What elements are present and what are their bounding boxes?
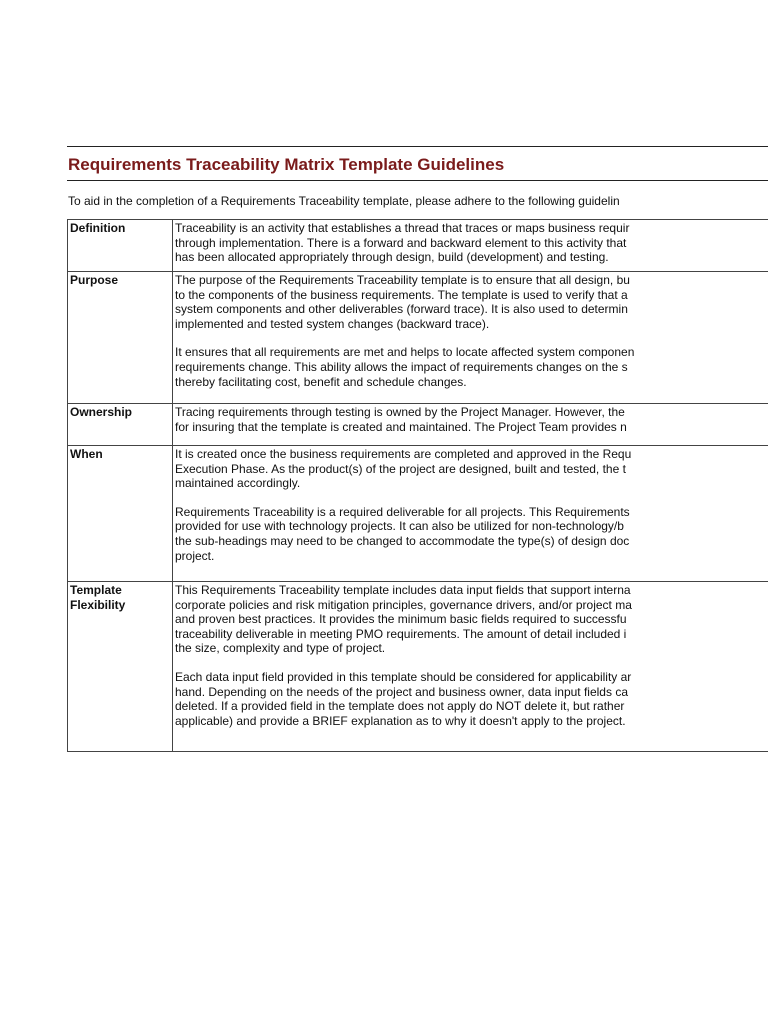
table-row-when — [68, 446, 768, 582]
text-line: and proven best practices. It provides the minimum basic fields required to successfu — [175, 612, 627, 627]
row-label-when: When — [68, 446, 173, 582]
label-line: Flexibility — [70, 597, 126, 612]
text-line: This Requirements Traceability template includes data input fields that support interna — [175, 583, 631, 597]
top-rule — [67, 146, 768, 147]
text-line: through implementation. There is a forward and backward element to this activity that — [175, 235, 627, 250]
text-line: to the components of the business requirements. The template is used to verify that a — [175, 287, 628, 302]
intro-text: To aid in the completion of a Requirements Traceability template, please adhere to the following guidelin — [68, 194, 620, 208]
guidelines-sheet — [67, 146, 768, 752]
title-underline — [67, 180, 768, 181]
paragraph — [175, 670, 768, 728]
text-line: Each data input field provided in this template should be considered for applicability ar — [175, 669, 632, 684]
row-label-ownership: Ownership — [68, 404, 173, 446]
table-row-ownership — [68, 404, 768, 446]
text-line: the sub-headings may need to be changed to accommodate the type(s) of design doc — [175, 533, 630, 548]
text-line: It is created once the business requirements are completed and approved in the Requ — [175, 447, 632, 461]
table-row-template-flexibility — [68, 582, 768, 752]
row-label-definition: Definition — [68, 220, 173, 272]
text-line: deleted. If a provided field in the template does not apply do NOT delete it, but rather — [175, 699, 625, 714]
paragraph — [175, 273, 768, 331]
table-row-definition — [68, 220, 768, 272]
text-line: provided for use with technology projects. It can also be utilized for non-technology/b — [175, 519, 624, 534]
text-line: traceability deliverable in meeting PMO requirements. The amount of detail included i — [175, 626, 627, 641]
text-line: the size, complexity and type of project. — [175, 641, 386, 656]
paragraph — [175, 583, 768, 656]
paragraph — [175, 405, 768, 434]
text-line: applicable) and provide a BRIEF explanation as to why it doesn't apply to the project. — [175, 713, 626, 728]
text-line: Tracing requirements through testing is owned by the Project Manager. However, the — [175, 405, 625, 419]
text-line: corporate policies and risk mitigation principles, governance drivers, and/or project ma — [175, 597, 632, 612]
text-line: hand. Depending on the needs of the project and business owner, data input fields ca — [175, 684, 628, 699]
text-line: requirements change. This ability allows the impact of requirements changes on the s — [175, 359, 628, 374]
text-line: has been allocated appropriately through design, build (development) and testing. — [175, 250, 609, 265]
table-row-purpose — [68, 272, 768, 404]
row-content-purpose — [173, 272, 768, 404]
text-line: Traceability is an activity that establishes a thread that traces or maps business requir — [175, 221, 630, 235]
text-line: thereby facilitating cost, benefit and schedule changes. — [175, 374, 467, 389]
text-line: maintained accordingly. — [175, 476, 301, 491]
row-content-when — [173, 446, 768, 582]
row-content-definition — [173, 220, 768, 272]
label-line: Template — [70, 583, 122, 597]
guidelines-table — [67, 219, 768, 752]
text-line: It ensures that all requirements are met and helps to locate affected system componen — [175, 345, 635, 360]
row-content-ownership — [173, 404, 768, 446]
text-line: Requirements Traceability is a required deliverable for all projects. This Requirements — [175, 504, 630, 519]
text-line: Execution Phase. As the product(s) of the project are designed, built and tested, the t — [175, 461, 626, 476]
row-label-purpose: Purpose — [68, 272, 173, 404]
paragraph — [175, 345, 768, 389]
text-line: The purpose of the Requirements Traceability template is to ensure that all design, bu — [175, 273, 630, 287]
text-line: for insuring that the template is created and maintained. The Project Team provides n — [175, 419, 627, 434]
paragraph — [175, 447, 768, 491]
text-line: system components and other deliverables (forward trace). It is also used to determin — [175, 302, 628, 317]
text-line: project. — [175, 548, 215, 563]
row-content-template-flexibility — [173, 582, 768, 752]
page-title: Requirements Traceability Matrix Template Guidelines — [68, 155, 505, 174]
text-line: implemented and tested system changes (backward trace). — [175, 316, 490, 331]
paragraph — [175, 505, 768, 563]
row-label-template-flexibility — [68, 582, 173, 752]
paragraph — [175, 221, 768, 265]
